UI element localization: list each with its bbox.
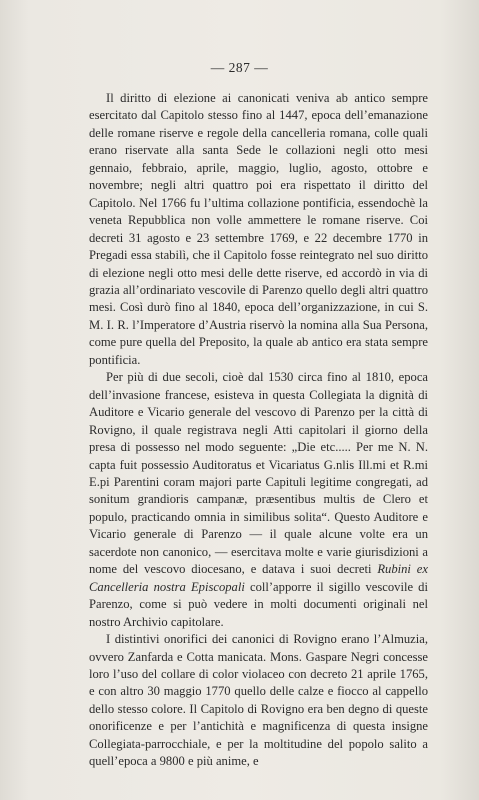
paragraph-auditore-vicario xyxy=(89,369,428,631)
body-text xyxy=(89,90,428,771)
paragraph-text: I distintivi onorifici dei canonici di Rovigno erano l’Almuzia, ovvero Zanfarda e Cotta manicata. Mons. Gaspare Negri concesse loro l’uso del collare di color violaceo con decreto 21 aprile 1765, e con altro 30 maggio 1770 quello delle calze e fiocco al cappello dello stesso colore. Il Capitolo di Rovigno era ben degno di queste onorificenze e per l’antichità e magnificenza di questa insigne Collegiata-parrocchiale, e per la moltitudine del popolo salito a quell’epoca a 9800 e più anime, e xyxy=(89,632,428,769)
italic-phrase: Rubini ex Cancelleria nostra Episcopali xyxy=(89,562,428,594)
paragraph-elezione-canonicati xyxy=(89,90,428,369)
paragraph-distintivi-onorifici xyxy=(89,631,428,771)
page-number: — 287 — xyxy=(210,60,269,75)
paragraph-text: Il diritto di elezione ai canonicati veniva ab antico sempre esercitato dal Capitolo stesso fino al 1447, epoca dell’emanazione delle romane riserve e regole della cancelleria romana, colle quali erano riservate alla santa Sede le collazioni negli otto mesi gennaio, febbraio, aprile, maggio, luglio, agosto, ottobre e novembre; negli altri quattro poi era rispettato il diritto del Capitolo. Nel 1766 fu l’ultima collazione pontificia, essendochè la veneta Repubblica non volle ammettere le romane riserve. Coi decreti 31 agosto e 23 settembre 1769, e 22 decembre 1770 in Pregadi essa stabilì, che il Capitolo fosse reintegrato nel suo diritto di elezione negli otto mesi delle dette riserve, ed accordò in via di grazia all’ordinariato vescovile di Parenzo quello degli altri quattro mesi. Così durò fino al 1840, epoca dell’organizzazione, in cui S. M. I. R. l’Imperatore d’Austria riservò la nomina alla Sua Persona, come pure quella del Preposito, la quale ab antico era stata sempre pontificia. xyxy=(89,91,428,367)
paragraph-text: Per più di due secoli, cioè dal 1530 circa fino al 1810, epoca dell’invasione francese, esisteva in questa Collegiata la dignità di Auditore e Vicario generale del vescovo di Parenzo per la città di Rovigno, il quale registrava negli Atti capitolari il giorno della presa di possesso nel modo seguente: „Die etc..... Per me N. N. capta fuit possessio Auditoratus et Vicariatus G.nlis Ill.mi et R.mi E.pi Parentini coram majori parte Capituli legitime congregati, ad sonitum grandioris campanæ, præsentibus multis de Clero et populo, practicando omnia in similibus solita“. Questo Auditore e Vicario generale di Parenzo — il quale alcune volte era un sacerdote non canonico, — esercitava molte e varie giurisdizioni a nome del vescovo diocesano, e datava i suoi decreti xyxy=(89,370,428,577)
paragraph-text: coll’apporre il sigillo vescovile di Parenzo, come si può vedere in molti documenti originali nel nostro Archivio capitolare. xyxy=(89,579,428,629)
